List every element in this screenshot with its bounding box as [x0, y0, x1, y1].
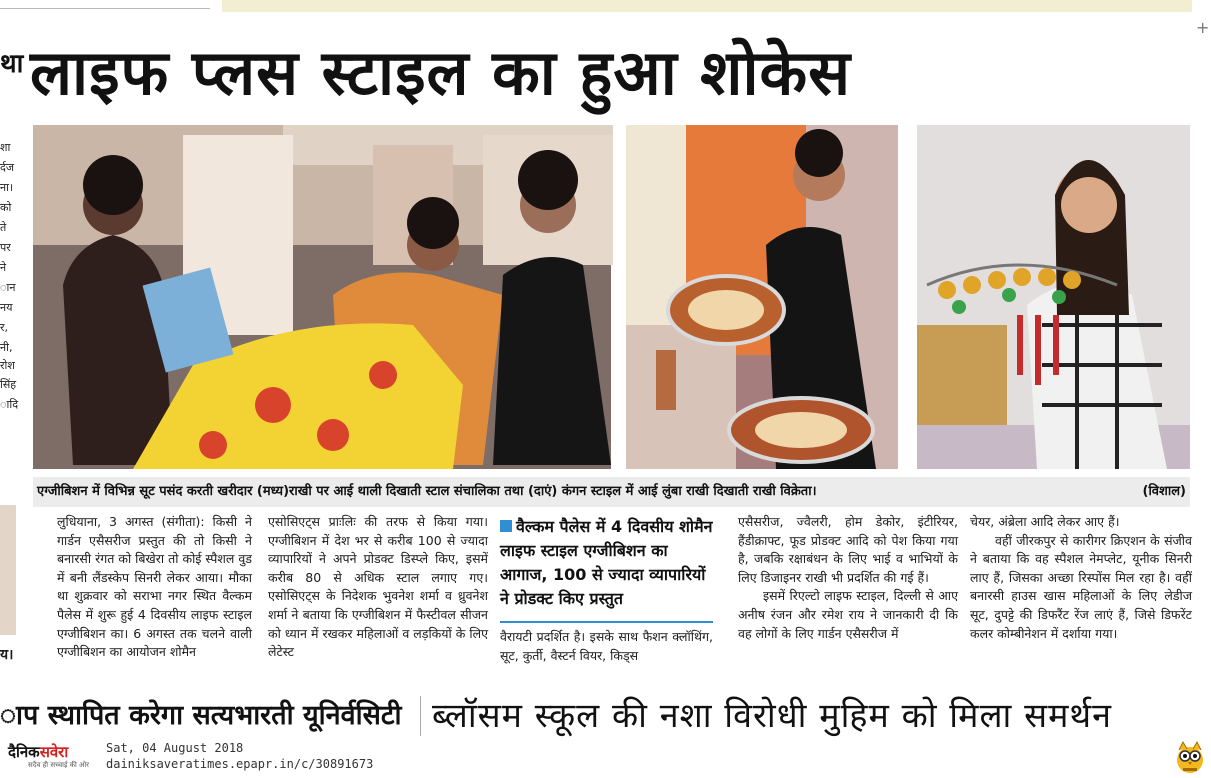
photo-credit: (विशाल) — [1142, 484, 1186, 499]
adjacent-article-line: शा — [0, 141, 11, 154]
owl-icon[interactable] — [1175, 740, 1205, 774]
headline-divider — [420, 696, 421, 736]
adjacent-article-line: ना। — [0, 181, 14, 194]
article-subheadline — [500, 515, 713, 611]
adjacent-article-line: नय — [0, 301, 13, 314]
article-paragraph: इसमें रिएल्टो लाइफ स्टाइल, दिल्ली से आए अनीष रंजन और रमेश राय ने जानकारी दी कि वह लोगों के लिए गार्डन एसैसरीज में — [738, 588, 958, 641]
adjacent-article-fragment: था — [0, 49, 24, 79]
article-column-1 — [57, 513, 252, 662]
subheadline-rule — [500, 621, 713, 623]
article-column-4 — [738, 513, 958, 643]
plus-icon[interactable]: + — [1196, 18, 1210, 37]
next-article-headline-right: ब्लॉसम स्कूल की नशा विरोधी मुहिम को मिला समर्थन — [432, 696, 1113, 736]
subheadline-text: वैल्कम पैलेस में 4 दिवसीय शोमैन लाइफ स्टाइल एग्जीबिशन का आगाज, 100 से ज्यादा व्यापारियों ने प्रोडक्ट किए प्रस्तुत — [500, 517, 713, 608]
logo-tagline: सदैव ही सच्चाई की ओर — [28, 761, 90, 769]
logo-main: दैनिक — [8, 743, 40, 761]
adjacent-article-line: सिंह — [0, 378, 17, 391]
adjacent-article-line: को — [0, 201, 12, 214]
article-column-5 — [970, 513, 1192, 643]
top-rule — [0, 8, 210, 9]
article-paragraph: वैरायटी प्रदर्शित है। इसके साथ फैशन क्लॉथिंग, सूट, कुर्ती, वैस्टर्न वियर, किड्स — [500, 629, 713, 663]
adjacent-article-line: रोश — [0, 359, 15, 372]
adjacent-article-line: ते — [0, 221, 7, 234]
article-paragraph: चेयर, अंब्रेला आदि लेकर आए हैं। — [970, 514, 1120, 529]
adjacent-article-line: पर — [0, 241, 11, 254]
exhibition-photo-shoppers — [33, 125, 611, 469]
adjacent-photo-fragment — [0, 505, 16, 635]
page-headline: लाइफ प्लस स्टाइल का हुआ शोकेस — [30, 36, 852, 109]
adjacent-article-fragment-bottom: य। — [0, 647, 14, 663]
newspaper-logo[interactable] — [8, 742, 68, 762]
article-column-3 — [500, 628, 713, 665]
epaper-url[interactable]: dainiksaveratimes.epapr.in/c/30891673 — [106, 757, 374, 771]
article-paragraph: एसैसरीज, ज्वैलरी, होम डेकोर, इंटीरियर, हैंडीक्राफ्ट, फूड प्रोडक्ट आदि को पेश किया गया है, जबकि रक्षाबंधन के लिए भाई व भाभियों के लिए डिजाइनर राखी भी प्रदर्शित की गई हैं। — [738, 514, 958, 585]
adjacent-article-line: ादि — [0, 398, 19, 411]
article-paragraph: एसोसिएट्स प्राःलिः की तरफ से किया गया। एग्जीबिशन में देश भर से करीब 100 से ज्यादा व्यापारियों ने अपने प्रोडक्ट डिस्प्ले किए, इसमें करीब 80 से अधिक स्टाल लगाए गए। एसोसिएट्स के निदेशक भुवनेश शर्मा व ध्रुवनेश शर्मा ने बताया कि एग्जीबिशन में फैस्टीवल सीजन को ध्यान में रखकर महिलाओं व लड़कियों के लिए लेटेस्ट — [268, 514, 488, 660]
next-article-headline-left: ाप स्थापित करेगा सत्यभारती यूनिर्वसिटी — [0, 700, 402, 731]
subheadline-square-icon — [500, 520, 512, 532]
adjacent-article-line: ने — [0, 261, 7, 274]
article-paragraph: वहीं जीरकपुर से कारीगर क्रिएशन के संजीव ने बताया कि वह स्पैशल नेमप्लेट, यूनीक सिनरी लाए हैं, जिसका अच्छा रिस्पोंस मिल रहा है। वहीं बनारसी हाउस खास महिलाओं के लिए लेडीज सूट, दुपट्टे की डिफरैंट रेंज लाएं हैं, जिसे डिफरेंट कलर कोम्बीनेशन में दर्शाया गया। — [970, 532, 1192, 641]
exhibition-photo-rakhi-thali — [626, 125, 898, 469]
article-paragraph: लुधियाना, 3 अगस्त (संगीता): किसी ने गार्डन एसैसरीज प्रस्तुत की तो किसी ने बनारसी रंगत को बिखेरा तो कोई स्पैशल वुड में बनी लैंडस्केप सिनरी लेकर आया। मौका था शुक्रवार को सराभा नगर स्थित वैल्कम पैलेस में शुरू हुई 4 दिवसीय लाइफ स्टाइल एग्जीबिशन का। 6 अगस्त तक चलने वाली एग्जीबिशन का आयोजन शोमैन — [57, 514, 252, 660]
photo-caption: एग्जीबिशन में विभिन्न सूट पसंद करती खरीदार (मध्य)राखी पर आई थाली दिखाती स्टाल संचालिका तथा (दाएं) कंगन स्टाइल में आई लुंबा राखी दिखाती राखी विक्रेता। — [37, 484, 817, 499]
adjacent-article-line: र्दज — [0, 161, 15, 174]
adjacent-article-line: र, — [0, 321, 8, 334]
exhibition-photo-rakhi-seller — [917, 125, 1190, 469]
top-banner-strip — [222, 0, 1192, 12]
photo-caption-bar — [33, 477, 1190, 507]
logo-accent: सवेरा — [39, 743, 69, 761]
article-column-2 — [268, 513, 488, 662]
edition-date: Sat, 04 August 2018 — [106, 741, 244, 755]
adjacent-article-line: ान — [0, 281, 16, 294]
adjacent-article-line: नी, — [0, 341, 13, 354]
